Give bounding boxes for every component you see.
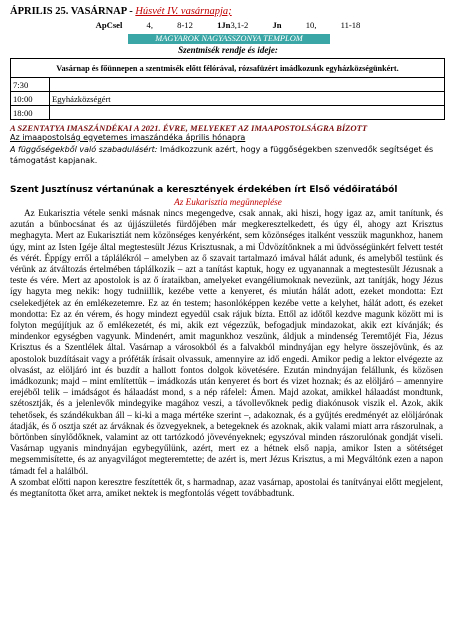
reading-subtitle: Az Eukarisztia megünneplése: [174, 197, 282, 207]
date-header: [10, 6, 450, 17]
schedule-row: [11, 92, 445, 106]
schedule-row: [11, 106, 445, 120]
prayer-intentions-subtitle: Az imaapostolság egyetemes imaszándéka április hónapra: [10, 133, 246, 142]
reading-3-ref: Jn: [272, 20, 282, 30]
date-title: ÁPRILIS 25. VASÁRNAP -: [10, 6, 133, 17]
schedule-time: 18:00: [11, 106, 50, 120]
mass-schedule-table: [10, 58, 445, 120]
reading-paragraph: Az Eukarisztia vétele senki másnak nincs megengedve, csak annak, aki hiszi, hogy igaz az, amit tanítunk, és azután a bűnbocsánat és az újjászületés fürdőjében már megkeresztelkedett, és úgy él, ahogy azt Krisztus meghagyta. Mert az Eukarisztiát nem közönséges kenyérként, sem közönséges italként vesszük magunkhoz, hanem úgy, mint az Isten Igéje által megtestesült Jézus Krisztusnak, a mi Üdvözítőnknek a mi üdvösségünkért felvett testét és vérét. Éppígy erről a táplálékról – amelyben az ő szavait tartalmazó imával hálát adunk, és amelyből testünk és vérünk az átváltozás értelmében táplálkozik – azt a tanítást kaptuk, hogy ez ugyanannak a megtestesült Jézusnak a teste és vére. Mert az apostolok is az ő írataikban, amelyeket evangéliumoknak nevezünk, azt tanítják, hogy Jézus így hagyta meg nekik: hogy tudniillik, kezébe vette a kenyeret, és miután hálát adott, ezeket mondotta: Ezt cselekedjétek az én emlékezetemre. Ez az én testem; hasonlóképpen kezébe vette a kelyhet, hálát adott, és ezeket mondotta: Ez az én vérem, és hogy mindezt egyedül csak rájuk bízta. Ettől az időtől kezdve magunk között mi is folyton megújítjuk az ő emlékezetét, és mi, akik ezt végezzük, befogadjuk mindazokat, akik ezt kívánják; és mindenkor egységben vagyunk. Mindenért, amit magunkhoz veszünk, áldjuk a mindenség Teremtőjét Fia, Jézus Krisztus és a Szentlélek által. Vasárnap a városokból és a falvakból mindnyájan egy helyre összejövünk, és az apostolok buzdításait vagy a próféták írásait olvassuk, amennyire az idő engedi. Amikor pedig a lektor elvégezte az olvasást, az elöljáró int és buzdít a hallott fontos dolgok követésére. Ezután mindnyájan felállunk, és közösen imádkozunk; majd – mint említettük – imádkozás után kenyeret és bort és vizet hoznak; és az elöljáró – amennyire erejéből telik – imádságot és hálaadást mond, s a nép ráfelel: Ámen. Majd azokat, amikkel hálaadást mondtunk, szétosztják, és a jelenlevők mindegyike magához veszi, a távollevőknek pedig diakónusok viszik el. Azok, akik tehetősek, és szándékukban áll – ki-ki a maga mértéke szerint –, adakoznak, és a gyűjtés eredményét az elöljárónak átadják, és ő osztja szét az árváknak és özvegyeknek, a betegeknek és azoknak, akik valami miatt arra rászorulnak, a börtönben sínylődőknek, valamint az ott tartózkodó jövevényeknek; egyszóval minden rászorulónak gondját viseli. Vasárnap ugyanis mindnyájan egybegyűlünk, azért, mert ez a hétnek első napja, amikor Isten a sötétséget megsemmisítette, és az anyagvilágot megteremtette; de azért is, mert Jézus Krisztus, a mi Megváltónk ezen a napon támadt fel a halálból.: [10, 209, 443, 477]
reading-1-ref: ApCsel: [95, 20, 123, 30]
date-subtitle: Húsvét IV. vasárnapja;: [135, 6, 232, 17]
schedule-row: [11, 78, 445, 92]
schedule-time: 7:30: [11, 78, 50, 92]
reading-body: [10, 209, 443, 500]
reading-1-value: 4, 8-12: [146, 20, 193, 30]
reading-title: Szent Jusztínusz vértanúnak a keresztények érdekében írt Első védőiratából: [10, 185, 398, 195]
announcement-row: [11, 59, 445, 78]
reading-2-ref: 1Jn: [217, 20, 231, 30]
prayer-intention-body: Imádkozzunk azért, hogy a függőségekben szenvedők segítséget és támogatást kapjanak.: [10, 145, 434, 165]
schedule-event: Egyházközségért: [50, 92, 445, 106]
prayer-intention-text: [10, 144, 442, 166]
prayer-intention-lead: A függőségekből való szabadulásért:: [10, 145, 158, 154]
schedule-event: [50, 78, 445, 92]
readings-line: [10, 20, 446, 30]
schedule-heading: Szentmisék rendje és ideje:: [178, 45, 278, 55]
schedule-event: [50, 106, 445, 120]
reading-3-value: 10, 11-18: [305, 20, 361, 30]
schedule-time: 10:00: [11, 92, 50, 106]
reading-paragraph: A szombat előtti napon keresztre feszítették őt, s harmadnap, azaz vasárnap, apostolai és tanítványai előtt megjelent, és megtanította őket arra, amiket nektek is megfontolás végett továbbadtunk.: [10, 477, 443, 500]
announcement-text: Vasárnap és főünnepen a szentmisék előtt félórával, rózsafüzért imádkozunk egyházközségünkért.: [11, 59, 445, 78]
prayer-intentions-title: A SZENTATYA IMASZÁNDÉKAI A 2021. ÉVRE, MELYEKET AZ IMAAPOSTOLSÁGRA BÍZOTT: [10, 123, 368, 133]
church-banner: MAGYAROK NAGYASSZONYA TEMPLOM: [128, 34, 330, 44]
reading-2-value: 3,1-2: [230, 20, 249, 30]
